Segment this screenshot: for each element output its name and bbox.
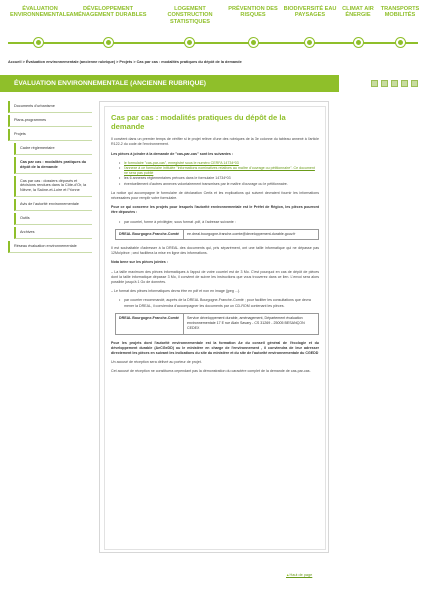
notice-paragraph: La notice qui accompagne le formulaire de déclaration Cerfa et les explications qui suivent devraient fournir les informations nécessaires pour remplir votre formulaire. [111,190,319,201]
nav-developpement-amenagement[interactable]: DÉVELOPPEMENT AMÉNAGEMENT DURABLES [69,6,147,19]
sidebar-item-outils[interactable]: Outils [14,213,92,225]
ae-paragraph: Pour les projets dont l'autorité environnementale est la formation Ae du conseil général de l'écologie et du développement durable (AeCGeDD) ou le ministère en charge de l'environnement , il conviendra de leur adresser directement les pièces en suivant les indications du site du ministère et du site de l'autorité environnementale du CGEDD [111,340,319,355]
souhaitable-paragraph: Il est souhaitable d'adresser à la DREAL des documents qui, pris séparément, ont une taille informatique qui ne dépasse pas 12Mo/pièce ; ceci facilitera la mise en ligne des informations. [111,246,319,256]
nav-dot [354,38,363,47]
breadcrumb [8,60,242,65]
email-label: DREAL Bourgogne-Franche-Comté [116,230,184,239]
nav-dot [396,38,405,47]
nav-biodiversite[interactable]: BIODIVERSITÉ EAU PAYSAGES [283,6,337,19]
cerfa-link[interactable]: le formulaire "cas-par-cas", enregistré sous le numéro CERFA 14734*03 [124,160,239,165]
postal-value: Service développement durable, aménagement, Département évaluation environnementale 17 E rue Alain Savary - CS 31269 - 25005 BESANÇON CEDEX [187,315,305,331]
sidebar-item-archives[interactable]: Archives [14,227,92,239]
sidebar-item-cadre-reglementaire[interactable]: Cadre réglementaire [14,143,92,155]
article [104,106,326,550]
sidebar-item-projets[interactable]: Projets [8,129,92,141]
nav-dot [104,38,113,47]
prefet-paragraph: Pour ce qui concerne les projets pour lesquels l'autorité environnementale est le Préfet de Région, les pièces pourront être déposées : [111,205,319,215]
email-address-table [115,229,319,240]
nota-line-2: – Le format des pièces informatiques devra être en pdf et non en image (jpeg ...). [111,289,241,294]
article-heading: Cas par cas : modalités pratiques du dépôt de la demande [111,113,286,132]
page-tools [371,80,418,87]
nav-transports-mobilites[interactable]: TRANSPORTS MOBILITÉS [380,6,420,19]
main-navigation [0,0,426,54]
font-size-icon[interactable] [411,80,418,87]
breadcrumb-path[interactable]: > Évaluation environnementale (ancienne rubrique) > Projets > Cas par cas : modalités pratiques du dépôt de la demande [21,60,242,64]
sidebar-item-modalites-pratiques[interactable]: Cas par cas : modalités pratiques du dépôt de la demande [14,157,92,174]
accuse-line-2: Cet accusé de réception ne constituera cependant pas la démonstration du caractère complet de la demande de cas-par-cas. [111,369,311,374]
list-item: • par courriel, forme à privilégier, sous format .pdf, à l'adresse suivante : [119,220,319,225]
breadcrumb-home[interactable]: Accueil [8,60,22,64]
sidebar-item-dossiers-deposes[interactable]: Cas par cas : dossiers déposés et décisions rendues dans la Côte-d'Or, la Nièvre, la Saône-et-Loire et l'Yonne [14,176,92,198]
postal-label: DREAL Bourgogne-Franche-Comté [116,314,184,334]
courriel-list [119,220,319,225]
nota-title: Nota bene sur les pièces jointes : [111,260,168,265]
postal-address-table [115,313,319,335]
pdf-icon[interactable] [381,80,388,87]
pieces-title: Les pièces à joindre à la demande de "cas-par-cas" sont les suivantes : [111,151,234,156]
sidebar [8,101,92,255]
back-to-top-link[interactable]: ▲ Haut de page [286,573,312,578]
nav-dot [249,38,258,47]
sidebar-item-avis-ae[interactable]: Avis de l'autorité environnementale [14,199,92,211]
share-icon[interactable] [401,80,408,87]
page-title: ÉVALUATION ENVIRONNEMENTALE (ANCIENNE RUBRIQUE) [0,75,339,92]
nav-prevention-risques[interactable]: PRÉVENTION DES RISQUES [228,6,278,19]
email-value[interactable]: ee.dreal.bourgogne-franche-comte@developpement-durable.gouv.fr [187,231,296,236]
nav-dot [34,38,43,47]
sidebar-item-plans-programmes[interactable]: Plans-programmes [8,115,92,127]
nav-dot [185,38,194,47]
intro-paragraph: Il convient dans un premier temps de vérifier si le projet relève d'une des rubriques de la 3e colonne du tableau annexé à l'article R122-2 du code de l'environnement. [111,137,319,147]
pieces-list [119,161,319,187]
mail-icon[interactable] [391,80,398,87]
accuse-line-1: Un accusé de réception sera délivré au porteur de projet. [111,360,202,365]
nav-dot [305,38,314,47]
list-item: • les 6 annexes réglementaires prévues dans le formulaire 14734*03 [119,176,319,181]
sidebar-item-documents-urbanisme[interactable]: Documents d'urbanisme [8,101,92,113]
nota-line-1: – La taille maximum des pièces informatiques à l'appui de votre courriel est de 3 Mo. C'est pourquoi en cas de dépôt de pièces dont la taille informatique dépasse 3 Mo, il convient de suivre les instructions que vous trouverez dans ce lien. L'envoi sera alors possible jusqu'à 1 Go de données. [111,269,319,285]
nav-climat-air-energie[interactable]: CLIMAT AIR ÉNERGIE [342,6,374,19]
courrier-list [119,298,319,308]
list-item[interactable] [119,166,319,176]
main-content [99,101,329,553]
annexe-link[interactable]: l'annexe à ce formulaire intitulée "informations nominatives relatives au maître d'ouvrage ou pétitionnaire". Ce document ne sera pas publié [124,166,315,176]
list-item: • éventuellement d'autres annexes volontairement transmises par le maître d'ouvrage ou le pétitionnaire. [119,182,319,187]
print-icon[interactable] [371,80,378,87]
nav-logement-construction[interactable]: LOGEMENT CONSTRUCTION STATISTIQUES [167,6,213,25]
nav-evaluation-environnementale[interactable]: ÉVALUATION ENVIRONNEMENTALE [10,6,70,19]
list-item: • par courrier recommandé, auprès de la DREAL Bourgogne-Franche-Comté ; pour faciliter les consultations que devra mener la DREAL, il conviendra d'accompagner les documents par un CD-ROM contenant les pièces. [119,298,319,308]
sidebar-item-reseau[interactable]: Réseau évaluation environnementale [8,241,92,253]
